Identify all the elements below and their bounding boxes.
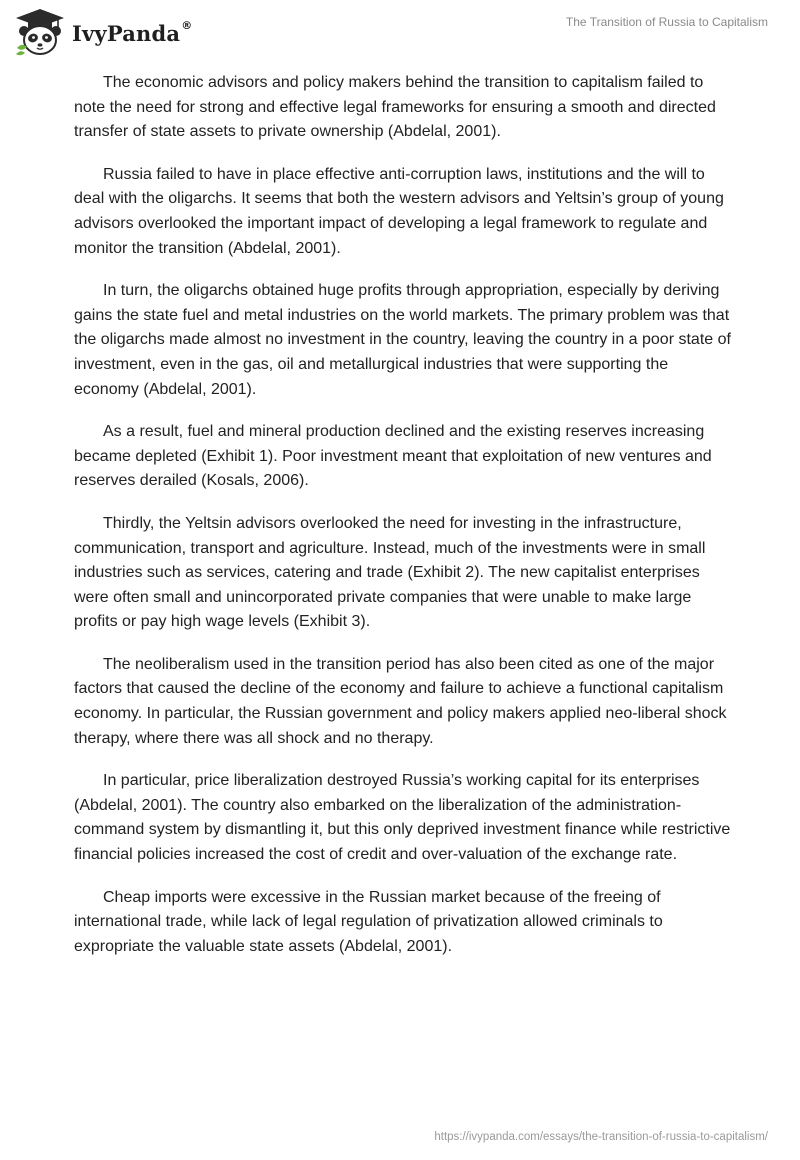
paragraph: The economic advisors and policy makers behind the transition to capitalism failed to note the need for strong and effective legal frameworks for ensuring a smooth and directed transfer of state assets to private ownership (Abdelal, 2001). bbox=[74, 74, 716, 141]
logo[interactable] bbox=[14, 7, 192, 57]
document-title: The Transition of Russia to Capitalism bbox=[565, 15, 768, 29]
page-header bbox=[0, 0, 800, 64]
paragraph: Russia failed to have in place effective anti-corruption laws, institutions and the will to deal with the oligarchs. It seems that both the western advisors and Yeltsin’s group of young advisors overlooked the important impact of developing a legal framework to regulate and monitor the transition (Abdelal, 2001). bbox=[74, 165, 724, 257]
panda-graduate-icon bbox=[14, 7, 66, 57]
paragraph: Cheap imports were excessive in the Russian market because of the freeing of international trade, while lack of legal regulation of privatization allowed criminals to expropriate the valuable state assets (Abdelal, 2001). bbox=[74, 888, 663, 955]
logo-text: IvyPanda® bbox=[72, 18, 193, 46]
paragraph: The neoliberalism used in the transition period has also been cited as one of the major factors that caused the decline of the economy and failure to achieve a functional capitalism economy. In particular, the Russian government and policy makers applied neo-liberal shock therapy, where there was all shock and no therapy. bbox=[74, 655, 727, 747]
paragraph: As a result, fuel and mineral production declined and the existing reserves increasing became depleted (Exhibit 1). Poor investment meant that exploitation of new ventures and reserves derailed (Kosals, 2006). bbox=[74, 423, 712, 490]
paragraph: In particular, price liberalization destroyed Russia’s working capital for its enterprises (Abdelal, 2001). The country also embarked on the liberalization of the administration-command system by dismantling it, but this only deprived investment finance while restrictive financial policies increased the cost of credit and over-valuation of the exchange rate. bbox=[74, 772, 731, 864]
essay-body bbox=[74, 71, 734, 977]
paragraph: In turn, the oligarchs obtained huge profits through appropriation, especially by deriving gains the state fuel and metal industries on the world markets. The primary problem was that the oligarchs made almost no investment in the country, leaving the country in a poor state of investment, even in the gas, oil and metallurgical industries that were supporting the economy (Abdelal, 2001). bbox=[74, 282, 731, 398]
paragraph: Thirdly, the Yeltsin advisors overlooked the need for investing in the infrastructure, communication, transport and agriculture. Instead, much of the investments were in small industries such as services, catering and trade (Exhibit 2). The new capitalist enterprises were often small and unincorporated private companies that were unable to make large profits or pay high wage levels (Exhibit 3). bbox=[74, 514, 706, 631]
registered-mark: ® bbox=[181, 18, 193, 32]
footer-url[interactable]: https://ivypanda.com/essays/the-transition-of-russia-to-capitalism/ bbox=[434, 1131, 768, 1143]
